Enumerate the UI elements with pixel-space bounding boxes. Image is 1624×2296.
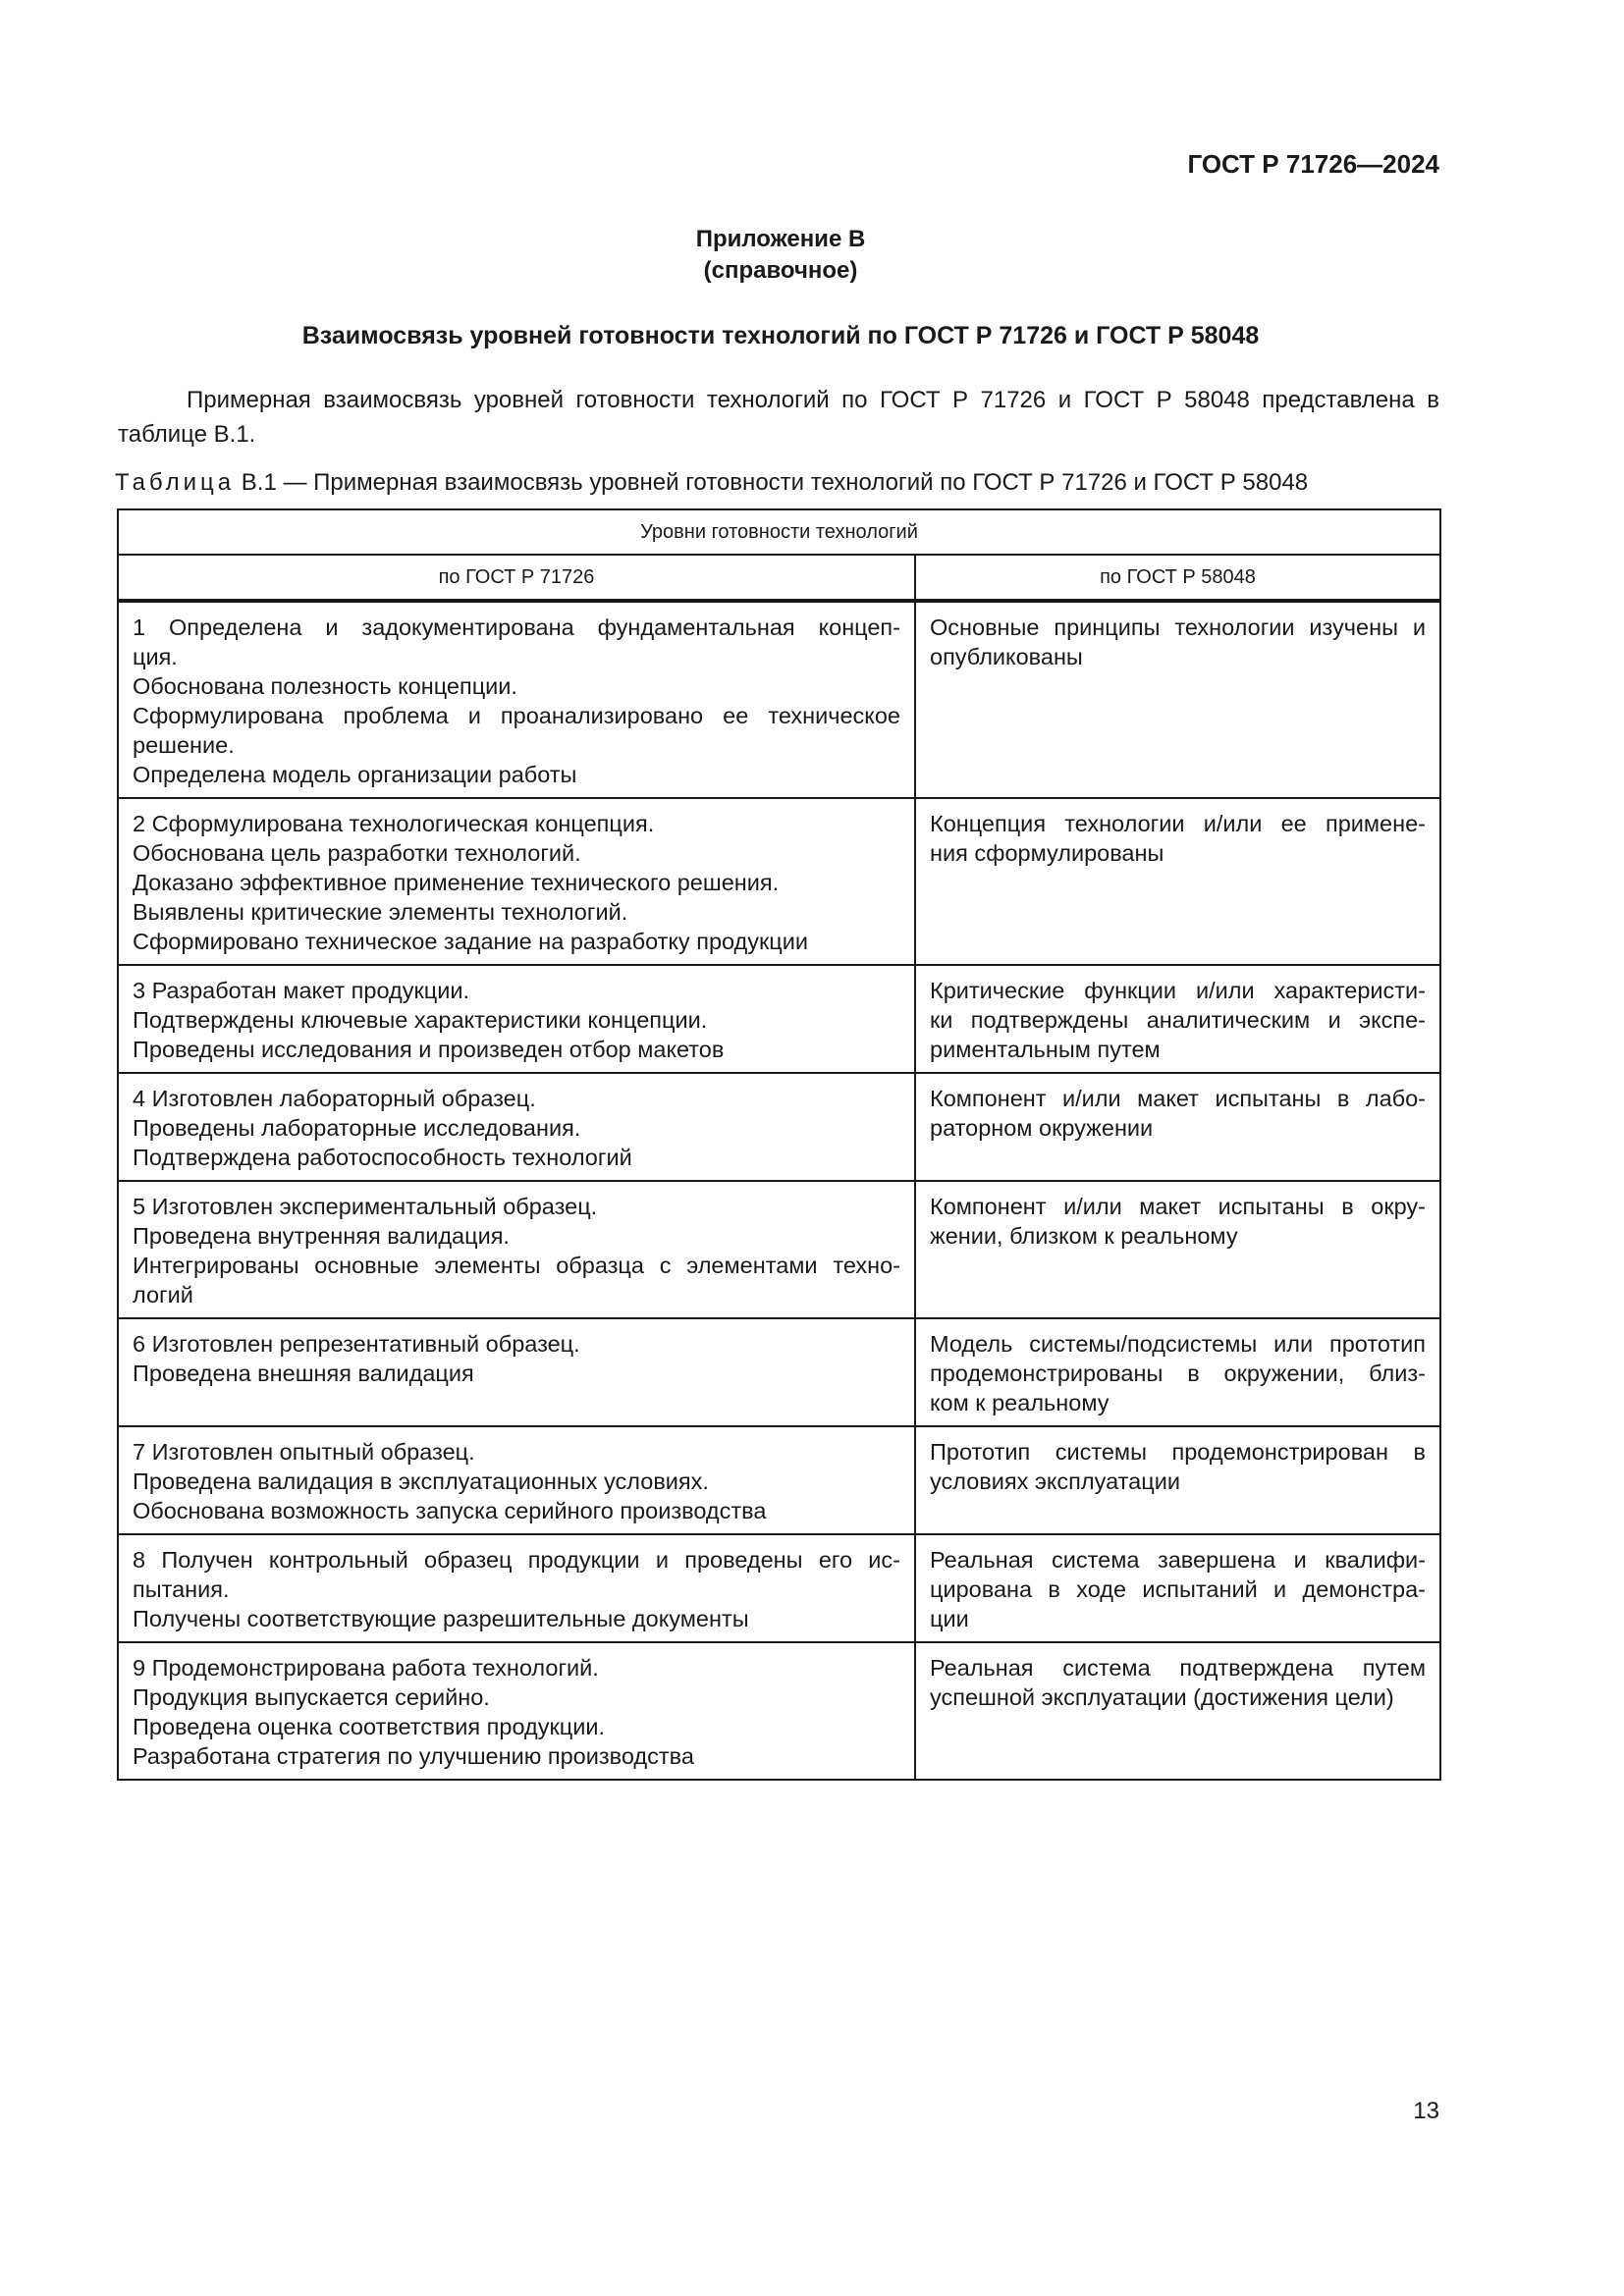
group-header: Уровни готовности технологий (118, 509, 1440, 555)
cell-line: Выявлены критические элементы технологий. (133, 899, 628, 925)
table-row (118, 601, 1440, 798)
cell-line: опубликованы (930, 644, 1083, 669)
table-row (118, 1181, 1440, 1318)
cell-line: Сформировано техническое задание на разработку продукции (133, 929, 809, 954)
cell-line: жении, близком к реальному (930, 1223, 1238, 1249)
cell-gost-71726 (118, 1181, 915, 1318)
cell-gost-71726 (118, 1073, 915, 1181)
cell-line: Продукция выпускается серийно. (133, 1684, 490, 1710)
appendix-subtitle: (справочное) (703, 257, 858, 284)
cell-line: ки подтверждены аналитическим и экспе- (930, 1007, 1426, 1033)
cell-line: 6 Изготовлен репрезентативный образец. (133, 1331, 580, 1357)
column-header-gost-71726: по ГОСТ Р 71726 (118, 555, 915, 601)
cell-line: Обоснована возможность запуска серийного производства (133, 1498, 767, 1523)
cell-line: ция. (133, 644, 178, 669)
cell-line: Проведена внутренняя валидация. (133, 1223, 510, 1249)
appendix-title: Приложение В (695, 226, 866, 252)
cell-line: успешной эксплуатации (достижения цели) (930, 1684, 1394, 1710)
cell-gost-71726 (118, 1318, 915, 1426)
cell-line: Проведены лабораторные исследования. (133, 1115, 581, 1141)
cell-line: 3 Разработан макет продукции. (133, 978, 469, 1003)
table-row (118, 798, 1440, 965)
cell-line: 5 Изготовлен экспериментальный образец. (133, 1194, 598, 1219)
table-row (118, 1534, 1440, 1642)
cell-line: ния сформулированы (930, 840, 1164, 866)
cell-gost-58048 (915, 1534, 1440, 1642)
cell-line: Доказано эффективное применение технического решения. (133, 870, 780, 895)
table-group-header-row (118, 509, 1440, 555)
document-title: Взаимосвязь уровней готовности технологий по ГОСТ Р 71726 и ГОСТ Р 58048 (301, 322, 1260, 349)
column-header-gost-58048: по ГОСТ Р 58048 (915, 555, 1440, 601)
appendix-heading (0, 224, 1561, 287)
cell-line: 7 Изготовлен опытный образец. (133, 1439, 475, 1465)
cell-line: Прототип системы продемонстрирован в (930, 1439, 1426, 1465)
cell-line: Проведена внешняя валидация (133, 1361, 474, 1386)
cell-gost-58048 (915, 965, 1440, 1073)
cell-line: ции (930, 1606, 969, 1631)
table-column-header-row (118, 555, 1440, 601)
cell-line: Сформулирована проблема и проанализировано ее техническое (133, 703, 900, 728)
table-caption-label: Таблица (115, 469, 236, 496)
cell-gost-58048 (915, 1642, 1440, 1780)
cell-gost-58048 (915, 798, 1440, 965)
page-number: 13 (1413, 2098, 1439, 2124)
cell-line: Проведена валидация в эксплуатационных условиях. (133, 1468, 709, 1494)
cell-line: Подтверждены ключевые характеристики концепции. (133, 1007, 708, 1033)
cell-line: раторном окружении (930, 1115, 1154, 1141)
table-row (118, 1318, 1440, 1426)
cell-gost-71726 (118, 601, 915, 798)
cell-gost-58048 (915, 1181, 1440, 1318)
cell-line: 9 Продемонстрирована работа технологий. (133, 1655, 599, 1681)
cell-gost-71726 (118, 1534, 915, 1642)
cell-line: цирована в ходе испытаний и демонстра- (930, 1576, 1426, 1602)
cell-line: решение. (133, 732, 235, 758)
cell-line: Реальная система завершена и квалифи- (930, 1547, 1426, 1573)
table-row (118, 965, 1440, 1073)
cell-line: Проведены исследования и произведен отбор макетов (133, 1037, 725, 1062)
cell-line: Получены соответствующие разрешительные документы (133, 1606, 749, 1631)
trl-correspondence-table (117, 508, 1441, 1781)
cell-line: Обоснована полезность концепции. (133, 673, 517, 699)
cell-gost-58048 (915, 1318, 1440, 1426)
cell-line: логий (133, 1282, 193, 1308)
cell-gost-58048 (915, 1426, 1440, 1534)
cell-gost-58048 (915, 601, 1440, 798)
cell-line: Проведена оценка соответствия продукции. (133, 1714, 605, 1739)
table-row (118, 1642, 1440, 1780)
cell-line: Интегрированы основные элементы образца с элементами техно- (133, 1253, 900, 1278)
cell-line: Реальная система подтверждена путем (930, 1655, 1426, 1681)
cell-gost-71726 (118, 1426, 915, 1534)
intro-paragraph: Примерная взаимосвязь уровней готовности технологий по ГОСТ Р 71726 и ГОСТ Р 58048 представлена в таблице В.1. (118, 387, 1439, 448)
cell-line: Обоснована цель разработки технологий. (133, 840, 581, 866)
cell-line: Подтверждена работоспособность технологий (133, 1145, 632, 1170)
document-code: ГОСТ Р 71726—2024 (1187, 149, 1439, 179)
cell-line: условиях эксплуатации (930, 1468, 1180, 1494)
table-caption (115, 469, 1308, 497)
cell-gost-71726 (118, 965, 915, 1073)
cell-line: ком к реальному (930, 1390, 1110, 1415)
cell-gost-71726 (118, 1642, 915, 1780)
table-body (118, 601, 1440, 1780)
cell-line: Основные принципы технологии изучены и (930, 614, 1426, 640)
table-row (118, 1426, 1440, 1534)
cell-gost-71726 (118, 798, 915, 965)
cell-line: риментальным путем (930, 1037, 1161, 1062)
cell-line: Концепция технологии и/или ее примене- (930, 811, 1426, 836)
cell-line: Определена модель организации работы (133, 762, 577, 787)
cell-line: 4 Изготовлен лабораторный образец. (133, 1086, 536, 1111)
cell-line: продемонстрированы в окружении, близ- (930, 1361, 1426, 1386)
cell-line: Критические функции и/или характеристи- (930, 978, 1426, 1003)
cell-line: пытания. (133, 1576, 230, 1602)
cell-line: Компонент и/или макет испытаны в лабо- (930, 1086, 1426, 1111)
table-caption-text: В.1 — Примерная взаимосвязь уровней готовности технологий по ГОСТ Р 71726 и ГОСТ Р 58048 (235, 469, 1309, 496)
cell-line: Разработана стратегия по улучшению производства (133, 1743, 694, 1769)
cell-gost-58048 (915, 1073, 1440, 1181)
cell-line: Модель системы/подсистемы или прототип (930, 1331, 1426, 1357)
cell-line: 8 Получен контрольный образец продукции и проведены его ис- (133, 1547, 900, 1573)
table-row (118, 1073, 1440, 1181)
cell-line: 1 Определена и задокументирована фундаментальная концеп- (133, 614, 900, 640)
cell-line: Компонент и/или макет испытаны в окру- (930, 1194, 1426, 1219)
cell-line: 2 Сформулирована технологическая концепция. (133, 811, 655, 836)
